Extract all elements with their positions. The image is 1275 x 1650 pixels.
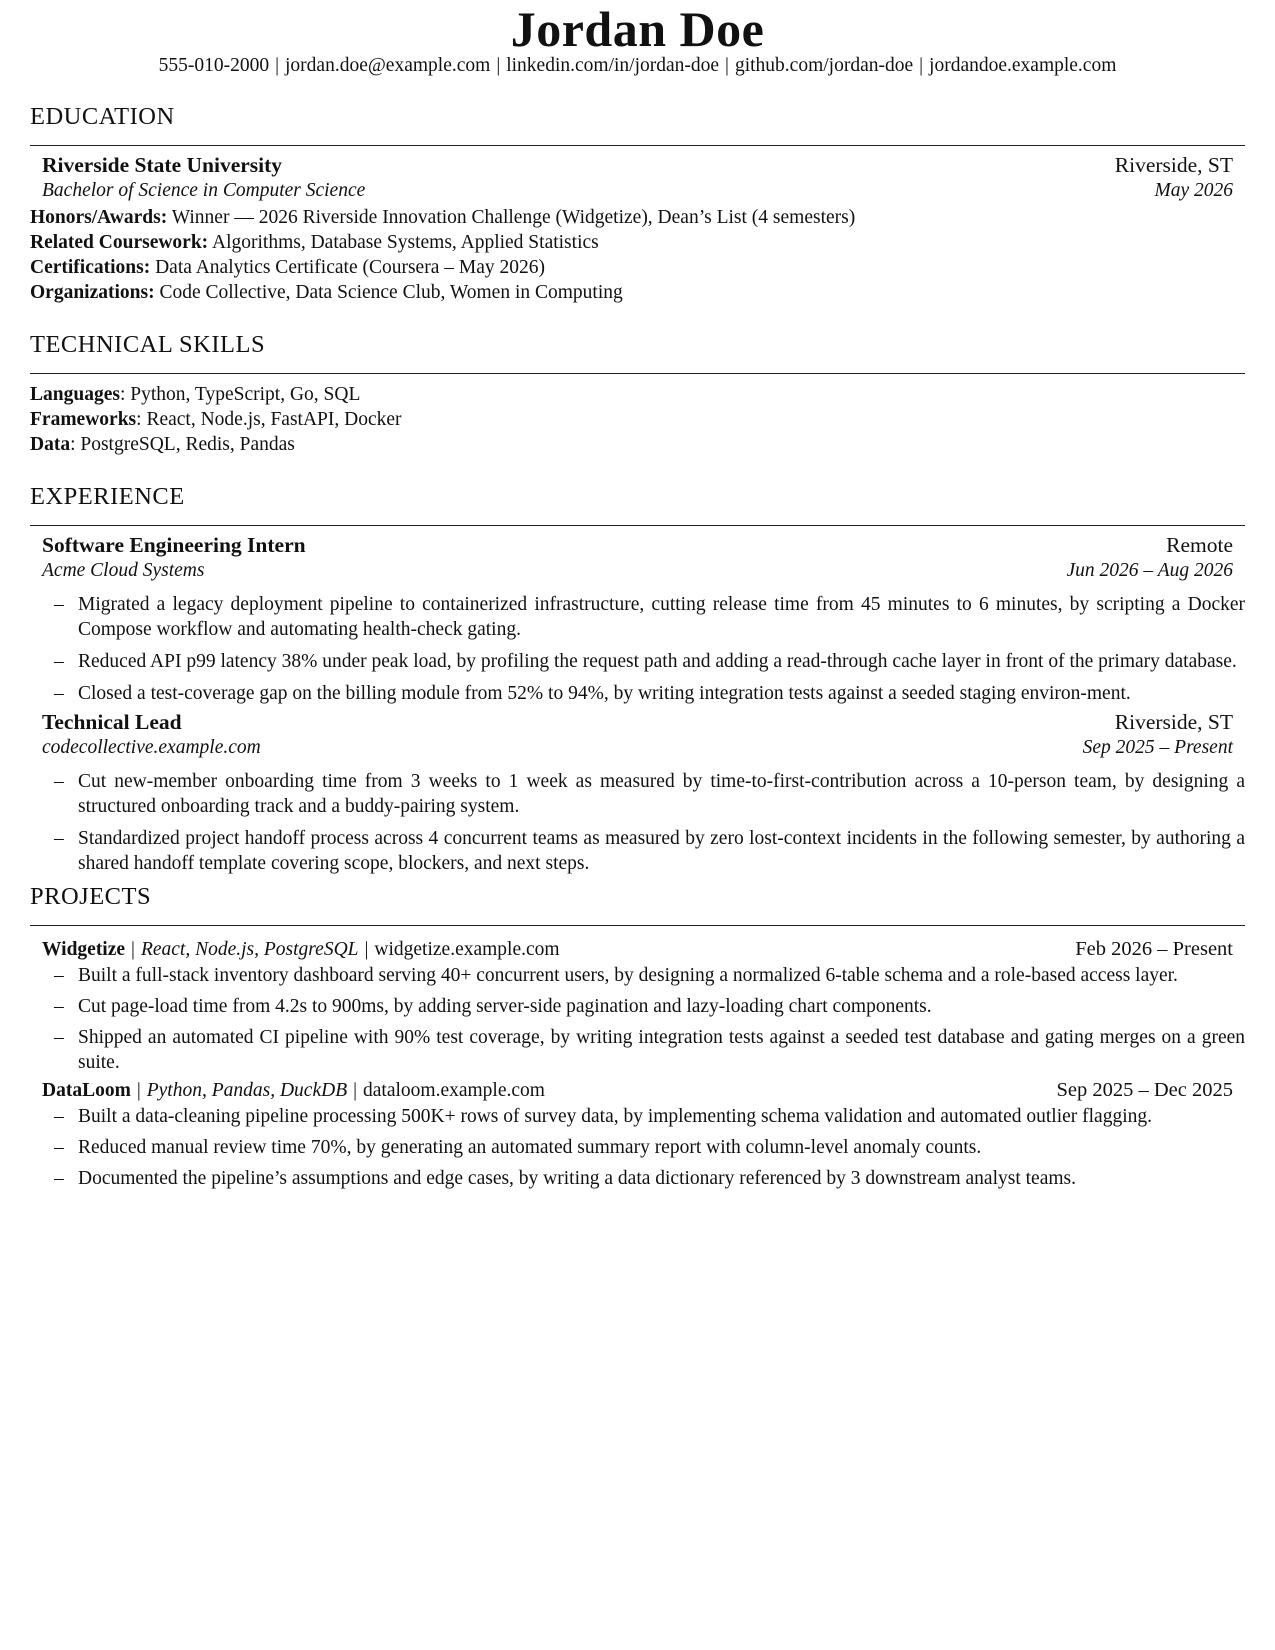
project-header	[30, 936, 1245, 963]
project-tech: Python, Pandas, DuckDB	[146, 1080, 348, 1101]
project-heading	[42, 1078, 545, 1104]
bullet-item: – Built a data-cleaning pipeline processing 500K+ rows of survey data, by implementing schema validation and automated outlier flagging.	[54, 1104, 1245, 1129]
job-subheader	[30, 558, 1245, 584]
project-tech: React, Node.js, PostgreSQL	[140, 939, 359, 960]
education-header	[30, 152, 1245, 178]
skill-value: PostgreSQL, Redis, Pandas	[80, 434, 295, 455]
phone: 555-010-2000	[158, 55, 270, 76]
resume-name: Jordan Doe	[510, 1, 765, 57]
contact-separator: |	[275, 55, 279, 76]
school-location: Riverside, ST	[1114, 153, 1233, 177]
job-entry	[30, 709, 1245, 876]
project-separator: |	[353, 1080, 358, 1101]
education-subheader	[30, 178, 1245, 204]
detail-value: Code Collective, Data Science Club, Women in Computing	[159, 282, 623, 303]
skill-label: Frameworks	[30, 409, 137, 430]
job-org: Acme Cloud Systems	[42, 560, 205, 581]
resume-page	[30, 0, 1245, 1197]
job-location: Riverside, ST	[1114, 710, 1233, 734]
skill-row: Languages: Python, TypeScript, Go, SQL	[30, 384, 361, 405]
project-entry	[30, 1077, 1245, 1191]
skill-label: Data	[30, 434, 71, 455]
project-bullets	[30, 1104, 1245, 1191]
job-bullets	[30, 769, 1245, 876]
bullet-item: – Reduced manual review time 70%, by generating an automated summary report with column-level anomaly counts.	[54, 1135, 1245, 1160]
bullet-item: – Shipped an automated CI pipeline with 90% test coverage, by writing integration tests against a seeded test database and gating merges on a green suite.	[54, 1025, 1245, 1075]
skill-row: Frameworks: React, Node.js, FastAPI, Docker	[30, 409, 402, 430]
project-entry	[30, 936, 1245, 1075]
detail-label: Honors/Awards:	[30, 207, 168, 228]
education-detail-row	[30, 205, 1245, 230]
project-separator: |	[364, 939, 369, 960]
section-title-skills: TECHNICAL SKILLS	[30, 331, 266, 358]
job-header	[30, 709, 1245, 735]
project-dates: Feb 2026 – Present	[1075, 938, 1233, 960]
contact-separator: |	[725, 55, 729, 76]
project-dates: Sep 2025 – Dec 2025	[1056, 1079, 1233, 1101]
section-divider	[30, 525, 1245, 526]
bullet-item: – Closed a test-coverage gap on the billing module from 52% to 94%, by writing integration tests against a seeded staging environ-ment.	[54, 681, 1245, 706]
job-header	[30, 532, 1245, 558]
detail-label: Certifications:	[30, 257, 151, 278]
bullet-item: – Standardized project handoff process across 4 concurrent teams as measured by zero lost-context incidents in the following semester, by authoring a shared handoff template covering scope, blockers, and next steps.	[54, 826, 1245, 876]
bullet-item: – Reduced API p99 latency 38% under peak load, by profiling the request path and adding a read-through cache layer in front of the primary database.	[54, 649, 1245, 674]
bullet-item: – Cut new-member onboarding time from 3 weeks to 1 week as measured by time-to-first-contribution across a 10-person team, by designing a structured onboarding track and a buddy-pairing system.	[54, 769, 1245, 819]
job-dates: Sep 2025 – Present	[1082, 737, 1233, 758]
project-name: DataLoom	[42, 1080, 131, 1101]
school-name: Riverside State University	[42, 153, 283, 177]
job-org: codecollective.example.com	[42, 737, 261, 758]
contact-line	[30, 55, 1245, 77]
project-bullets	[30, 963, 1245, 1075]
skill-row: Data: PostgreSQL, Redis, Pandas	[30, 434, 295, 455]
project-heading	[42, 937, 560, 963]
section-title-projects: PROJECTS	[30, 883, 152, 910]
job-dates: Jun 2026 – Aug 2026	[1066, 560, 1233, 581]
bullet-item: – Documented the pipeline’s assumptions and edge cases, by writing a data dictionary referenced by 3 downstream analyst teams.	[54, 1166, 1245, 1191]
bullet-item: – Cut page-load time from 4.2s to 900ms, by adding server-side pagination and lazy-loading chart components.	[54, 994, 1245, 1019]
project-link[interactable]: widgetize.example.com	[374, 939, 560, 960]
contact-separator: |	[496, 55, 501, 76]
education-details	[30, 205, 1245, 305]
education-detail-row	[30, 255, 1245, 280]
skill-value: React, Node.js, FastAPI, Docker	[146, 409, 402, 430]
skill-value: Python, TypeScript, Go, SQL	[130, 384, 361, 405]
detail-value: Winner — 2026 Riverside Innovation Challenge (Widgetize), Dean’s List (4 semesters)	[171, 207, 856, 228]
job-location: Remote	[1166, 533, 1233, 557]
job-title: Software Engineering Intern	[42, 533, 306, 557]
job-entry	[30, 532, 1245, 706]
website-link[interactable]: jordandoe.example.com	[929, 55, 1117, 76]
project-separator: |	[136, 1080, 141, 1101]
detail-label: Related Coursework:	[30, 232, 209, 253]
graduation-date: May 2026	[1154, 180, 1233, 201]
section-divider	[30, 373, 1245, 374]
section-title-education: EDUCATION	[30, 103, 175, 130]
contact-separator: |	[919, 55, 924, 76]
detail-label: Organizations:	[30, 282, 155, 303]
skill-label: Languages	[30, 384, 120, 405]
project-link[interactable]: dataloom.example.com	[363, 1080, 545, 1101]
section-title-experience: EXPERIENCE	[30, 483, 185, 510]
skills-list	[30, 382, 1245, 457]
bullet-item: – Built a full-stack inventory dashboard serving 40+ concurrent users, by designing a normalized 6-table schema and a role-based access layer.	[54, 963, 1245, 988]
email-link[interactable]: jordan.doe@example.com	[285, 55, 491, 76]
project-name: Widgetize	[42, 939, 126, 960]
education-detail-row	[30, 230, 1245, 255]
section-divider	[30, 925, 1245, 926]
job-subheader	[30, 735, 1245, 761]
linkedin-link[interactable]: linkedin.com/in/jordan-doe	[506, 55, 720, 76]
section-divider	[30, 145, 1245, 146]
project-separator: |	[131, 939, 135, 960]
github-link[interactable]: github.com/jordan-doe	[734, 55, 914, 76]
degree: Bachelor of Science in Computer Science	[42, 180, 366, 201]
job-title: Technical Lead	[42, 710, 182, 734]
education-entry	[30, 152, 1245, 305]
job-bullets	[30, 592, 1245, 706]
detail-value: Algorithms, Database Systems, Applied Statistics	[212, 232, 599, 253]
bullet-item: – Migrated a legacy deployment pipeline to containerized infrastructure, cutting release time from 45 minutes to 6 minutes, by scripting a Docker Compose workflow and automating health-check gating.	[54, 592, 1245, 642]
education-detail-row	[30, 280, 1245, 305]
detail-value: Data Analytics Certificate (Coursera – May 2026)	[155, 257, 545, 278]
project-header	[30, 1077, 1245, 1104]
